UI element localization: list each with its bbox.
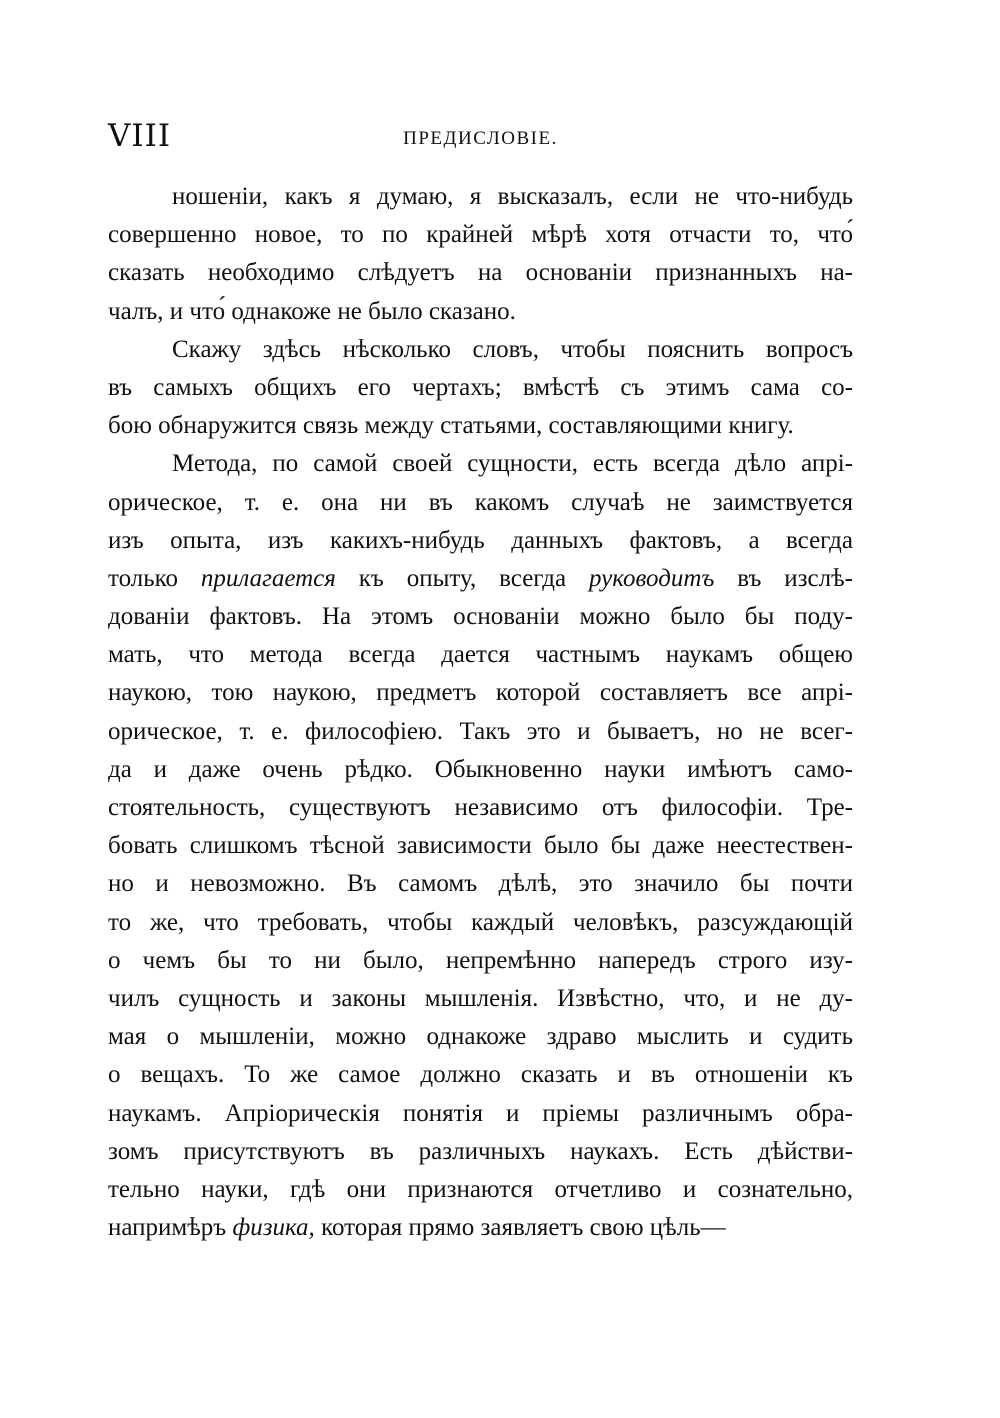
text-line: да и даже очень рѣдко. Обыкновенно науки имѣютъ само-	[108, 755, 853, 783]
text-line: стоятельность, существуютъ независимо отъ философіи. Тре-	[108, 794, 853, 821]
text-line: тельно науки, гдѣ они признаются отчетливо и сознательно,	[108, 1175, 853, 1203]
text-line: напримѣръ физика, которая прямо заявляетъ свою цѣль—	[108, 1214, 726, 1242]
paragraph	[108, 331, 853, 446]
text-line: въ самыхъ общихъ его чертахъ; вмѣстѣ съ этимъ сама со-	[108, 373, 853, 401]
text-line: ношеніи, какъ я думаю, я высказалъ, если не что-нибудь	[172, 183, 853, 210]
text-line: наукамъ. Апріорическія понятія и пріемы различнымъ обра-	[108, 1099, 853, 1127]
text-line: чалъ, и что́ однакоже не было сказано.	[108, 297, 516, 325]
emphasis: руководитъ	[589, 564, 715, 592]
text-line: зомъ присутствуютъ въ различныхъ наукахъ. Есть дѣйстви-	[108, 1137, 853, 1165]
text-line: то же, что требовать, чтобы каждый человѣкъ, разсуждающій	[108, 908, 853, 936]
text-line: Метода, по самой своей сущности, есть всегда дѣло апрі-	[172, 450, 853, 478]
text-line: мая о мышленіи, можно однакоже здраво мыслить и судить	[108, 1023, 853, 1051]
text-line: совершенно новое, то по крайней мѣрѣ хотя отчасти то, что́	[108, 221, 853, 249]
text-line: но и невозможно. Въ самомъ дѣлѣ, это значило бы почти	[108, 870, 853, 898]
emphasis: физика,	[232, 1214, 315, 1242]
text-line: бою обнаружится связь между статьями, составляющими книгу.	[108, 412, 794, 440]
page-number: VIII	[108, 118, 172, 154]
text-line: о вещахъ. То же самое должно сказать и въ отношеніи къ	[108, 1061, 853, 1089]
emphasis: прилагается	[200, 564, 336, 592]
text-line: бовать слишкомъ тѣсной зависимости было бы даже неестествен-	[108, 832, 853, 860]
text-line: орическое, т. е. она ни въ какомъ случаѣ не заимствуется	[108, 488, 853, 516]
text-line: дованіи фактовъ. На этомъ основаніи можно было бы поду-	[108, 603, 853, 631]
page-body	[108, 178, 853, 1247]
page-header	[108, 118, 853, 158]
text-line: наукою, тою наукою, предметъ которой составляетъ все апрі-	[108, 679, 853, 707]
text-line: Скажу здѣсь нѣсколько словъ, чтобы пояснить вопросъ	[172, 335, 853, 363]
text-line: орическое, т. е. философіею. Такъ это и бываетъ, но не всег-	[108, 717, 853, 745]
text-line: сказать необходимо слѣдуетъ на основаніи признанныхъ на-	[108, 259, 853, 287]
running-title: ПРЕДИСЛОВІЕ.	[403, 128, 558, 149]
text-line: только прилагается къ опыту, всегда руководитъ въ изслѣ-	[108, 564, 853, 592]
text-line: чилъ сущность и законы мышленія. Извѣстно, что, и не ду-	[108, 984, 853, 1012]
paragraph	[108, 445, 853, 1247]
text-line: о чемъ бы то ни было, непремѣнно напередъ строго изу-	[108, 946, 853, 974]
paragraph	[108, 178, 853, 331]
text-line: мать, что метода всегда дается частнымъ наукамъ общею	[108, 641, 853, 669]
text-line: изъ опыта, изъ какихъ-нибудь данныхъ фактовъ, а всегда	[108, 526, 853, 554]
